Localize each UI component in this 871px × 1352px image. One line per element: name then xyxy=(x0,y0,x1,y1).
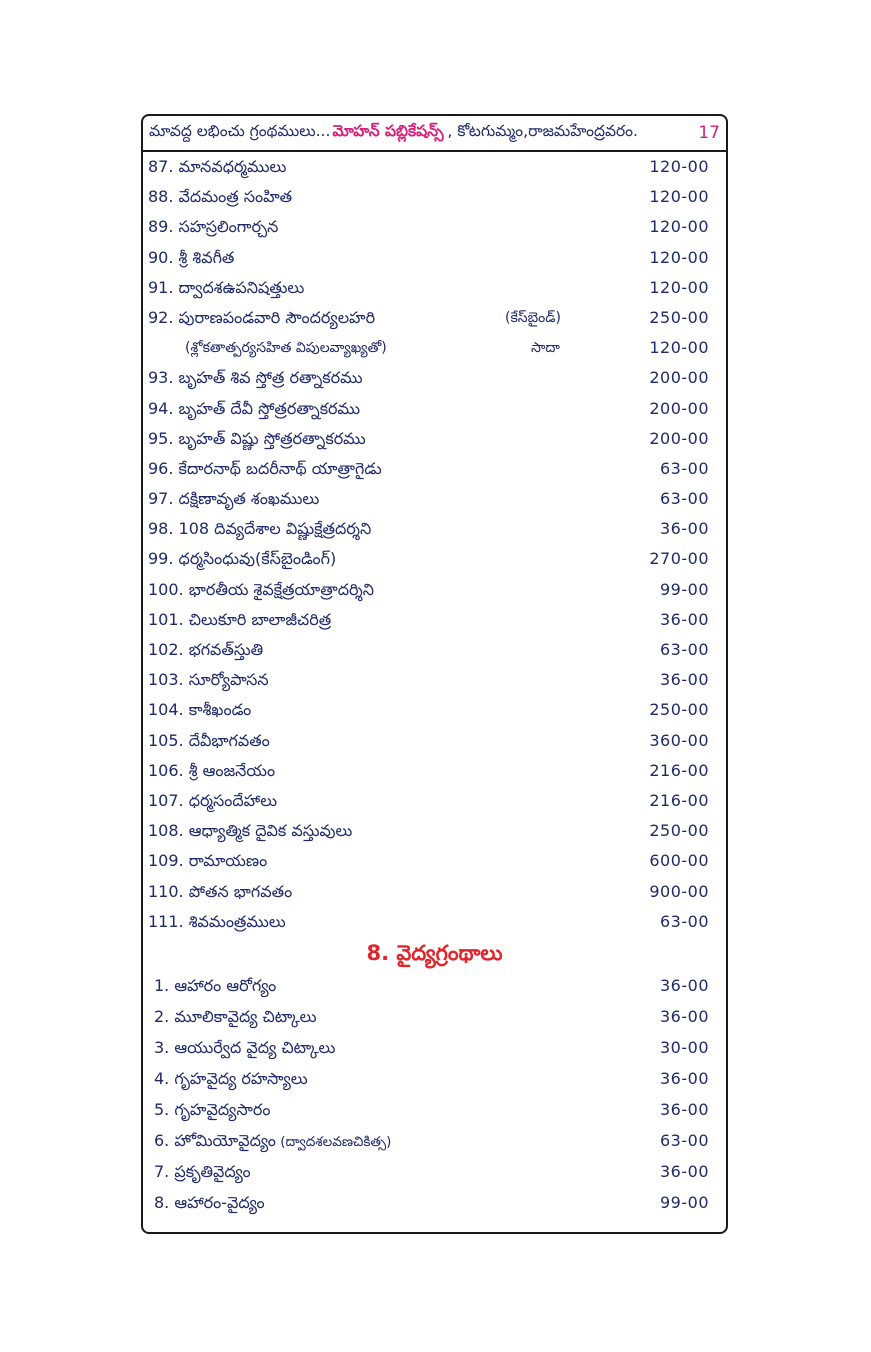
book-price: 200-00 xyxy=(649,398,709,418)
list-item xyxy=(143,152,726,182)
book-price: 36-00 xyxy=(660,1099,709,1119)
list-item xyxy=(143,756,726,786)
book-note: (ద్వాదశలవణచికిత్స) xyxy=(275,1133,392,1150)
book-title: 106. శ్రీ ఆంజనేయం xyxy=(148,760,276,780)
list-item xyxy=(143,182,726,212)
book-title: 93. బృహత్ శివ స్తోత్ర రత్నాకరము xyxy=(148,368,363,388)
book-price: 36-00 xyxy=(660,670,709,690)
book-price: 120-00 xyxy=(649,247,709,267)
book-title: 108. ఆధ్యాత్మిక దైవిక వస్తువులు xyxy=(148,821,353,841)
list-item xyxy=(143,1032,726,1063)
book-price: 63-00 xyxy=(660,458,709,478)
book-title: 87. మానవధర్మములు xyxy=(148,157,287,176)
list-item xyxy=(143,816,726,846)
book-list-frame xyxy=(141,114,728,1234)
book-price: 250-00 xyxy=(649,700,709,720)
book-title: 4. గృహవైద్య రహస్యాలు xyxy=(154,1068,308,1088)
page-header xyxy=(143,116,726,152)
book-price: 360-00 xyxy=(649,730,709,750)
list-item xyxy=(143,363,726,393)
book-title: 96. కేదారనాథ్ బదరీనాథ్ యాత్రాగైడు xyxy=(148,458,382,478)
book-price: 250-00 xyxy=(649,821,709,841)
book-price: 250-00 xyxy=(649,307,709,327)
book-title: 89. సహస్రలింగార్చన xyxy=(148,217,279,237)
list-item xyxy=(143,333,726,363)
book-title: 91. ద్వాదశఉపనిషత్తులు xyxy=(148,277,305,297)
book-price: 120-00 xyxy=(649,217,709,237)
list-item xyxy=(143,303,726,333)
book-price: 99-00 xyxy=(660,579,709,599)
book-price: 270-00 xyxy=(649,549,709,569)
book-title: 111. శివమంత్రములు xyxy=(148,911,286,931)
book-title: 104. కాశీఖండం xyxy=(148,700,252,720)
book-price: 99-00 xyxy=(660,1192,709,1212)
list-item xyxy=(143,605,726,635)
book-price: 63-00 xyxy=(660,640,709,659)
book-title: 105. దేవీభాగవతం xyxy=(148,730,270,750)
book-title: 88. వేదమంత్ర సంహిత xyxy=(148,187,293,207)
list-item xyxy=(143,635,726,665)
list-item xyxy=(143,394,726,424)
list-item xyxy=(143,575,726,605)
book-list-religious xyxy=(143,152,726,937)
book-title: 5. గృహవైద్యసారం xyxy=(154,1099,271,1119)
book-price: 900-00 xyxy=(649,881,709,901)
book-title: (శ్లోకతాత్పర్యసహిత విపులవ్యాఖ్యతో) xyxy=(185,340,387,357)
book-price: 36-00 xyxy=(660,975,709,995)
book-title: 109. రామాయణం xyxy=(148,851,268,871)
book-price: 120-00 xyxy=(649,338,709,358)
book-title: 7. ప్రకృతివైద్యం xyxy=(154,1161,251,1181)
list-item xyxy=(143,484,726,514)
list-item xyxy=(143,1063,726,1094)
list-item xyxy=(143,243,726,273)
book-title: 99. ధర్మసింధువు(కేస్‌బైండింగ్) xyxy=(148,549,337,569)
list-item xyxy=(143,514,726,544)
book-price: 120-00 xyxy=(649,277,709,297)
list-item xyxy=(143,1125,726,1156)
book-list-medical xyxy=(143,970,726,1218)
book-title: 100. భారతీయ శైవక్షేత్రయాత్రాదర్శిని xyxy=(148,579,374,599)
book-price: 200-00 xyxy=(649,428,709,448)
book-title: 98. 108 దివ్యదేశాల విష్ణుక్షేత్రదర్శని xyxy=(148,519,372,539)
book-title: 2. మూలికావైద్య చిట్కాలు xyxy=(154,1006,317,1026)
book-title: 6. హోమియోవైద్యం (ద్వాదశలవణచికిత్స) xyxy=(154,1130,392,1150)
list-item xyxy=(143,907,726,937)
book-price: 36-00 xyxy=(660,1068,709,1088)
book-price: 36-00 xyxy=(660,1006,709,1026)
book-price: 216-00 xyxy=(649,790,709,810)
page-number: 17 xyxy=(698,123,720,143)
list-item xyxy=(143,970,726,1001)
list-item xyxy=(143,424,726,454)
book-price: 63-00 xyxy=(660,911,709,931)
book-title: 103. సూర్యోపాసన xyxy=(148,670,269,690)
publisher-name: మోహన్ పబ్లికేషన్స్ xyxy=(332,122,444,140)
list-item xyxy=(143,1187,726,1218)
header-prefix: మావద్ద లభించు గ్రంథములు... xyxy=(149,122,331,140)
book-title: 92. పురాణపండవారి సౌందర్యలహరి xyxy=(148,307,376,327)
book-price: 120-00 xyxy=(649,157,709,176)
book-price: 216-00 xyxy=(649,760,709,780)
list-item xyxy=(143,1094,726,1125)
section-title: 8. వైద్యగ్రంథాలు xyxy=(366,940,503,965)
list-item xyxy=(143,454,726,484)
book-note: (కేస్‌బైండ్) xyxy=(505,309,562,326)
list-item xyxy=(143,544,726,574)
book-title: 110. పోతన భాగవతం xyxy=(148,881,293,901)
book-title: 3. ఆయుర్వేద వైద్య చిట్కాలు xyxy=(154,1037,336,1057)
book-price: 63-00 xyxy=(660,489,709,509)
book-title: 95. బృహత్ విష్ణు స్తోత్రరత్నాకరము xyxy=(148,428,366,448)
list-item xyxy=(143,786,726,816)
book-title: 97. దక్షిణావృత శంఖములు xyxy=(148,489,320,509)
book-title: 107. ధర్మసందేహాలు xyxy=(148,790,278,810)
list-item xyxy=(143,695,726,725)
book-price: 200-00 xyxy=(649,368,709,388)
book-title: 1. ఆహారం ఆరోగ్యం xyxy=(154,975,277,995)
book-price: 36-00 xyxy=(660,519,709,539)
list-item xyxy=(143,665,726,695)
book-title: 90. శ్రీ శివగీత xyxy=(148,247,235,267)
list-item xyxy=(143,273,726,303)
book-price: 120-00 xyxy=(649,187,709,207)
book-title: 101. చిలుకూరి బాలాజీచరిత్ర xyxy=(148,609,332,629)
book-price: 600-00 xyxy=(649,851,709,871)
publisher-place: , కోటగుమ్మం,రాజమహేంద్రవరం. xyxy=(447,122,638,140)
book-list xyxy=(143,152,726,1218)
list-item xyxy=(143,1001,726,1032)
book-price: 36-00 xyxy=(660,1161,709,1181)
list-item xyxy=(143,726,726,756)
book-title: 102. భగవత్‌స్తుతి xyxy=(148,640,264,659)
book-price: 36-00 xyxy=(660,609,709,629)
list-item xyxy=(143,1156,726,1187)
list-item xyxy=(143,877,726,907)
list-item xyxy=(143,846,726,876)
book-price: 63-00 xyxy=(660,1130,709,1150)
book-note: సాదా xyxy=(531,340,560,357)
book-title: 8. ఆహారం-వైద్యం xyxy=(154,1192,265,1212)
book-title: 94. బృహత్ దేవీ స్తోత్రరత్నాకరము xyxy=(148,398,360,418)
book-price: 30-00 xyxy=(660,1037,709,1057)
list-item xyxy=(143,212,726,242)
